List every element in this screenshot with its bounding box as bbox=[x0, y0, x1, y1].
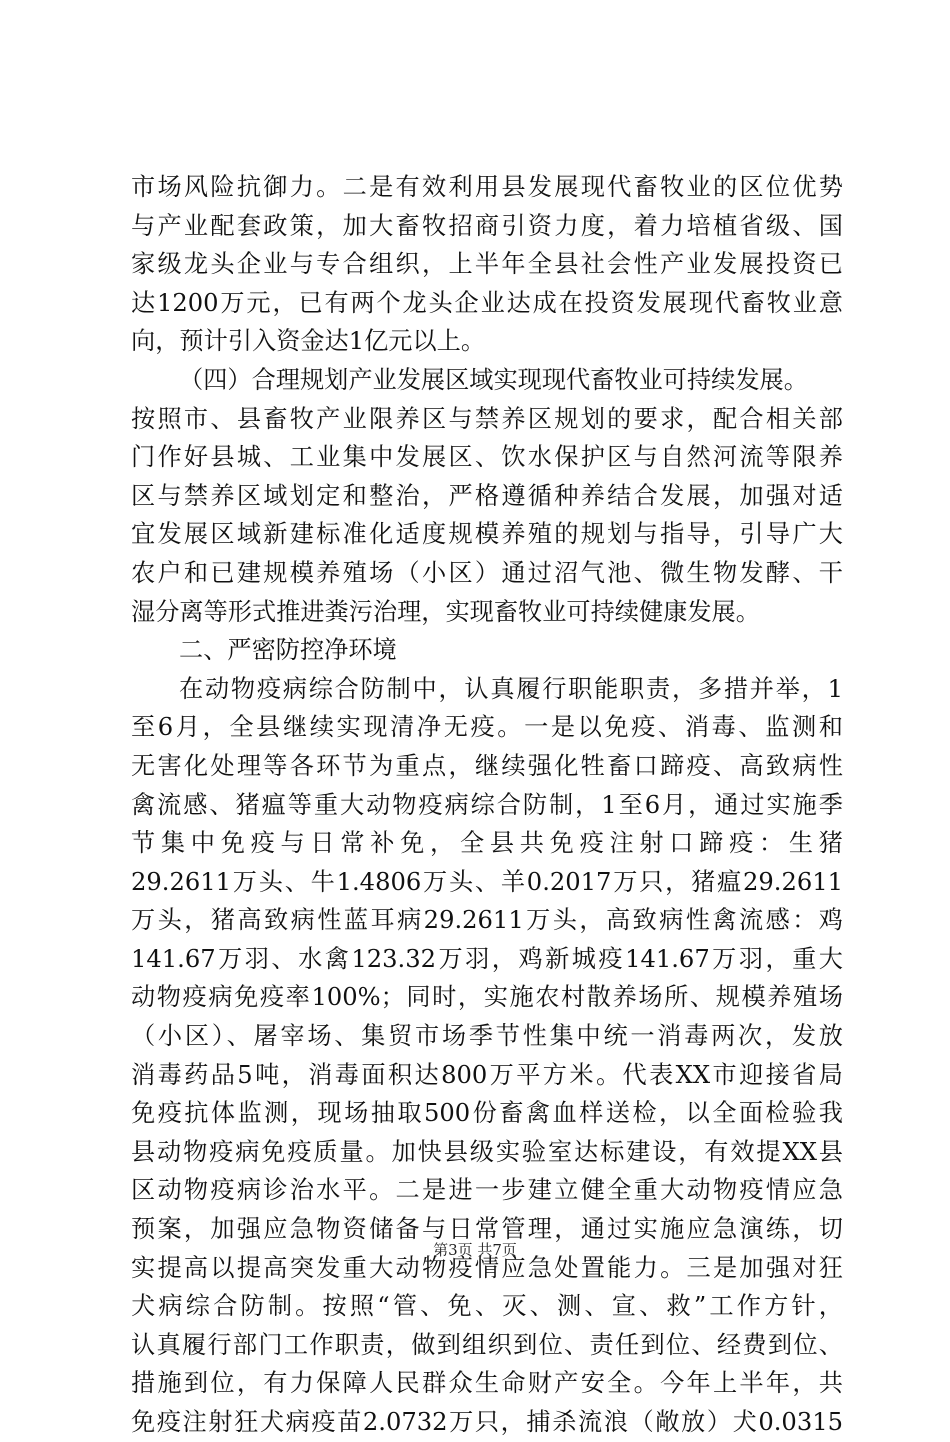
text-line: 市场风险抗御力。二是有效利用县发展现代畜牧业的区位优势 bbox=[131, 173, 843, 201]
text-line: 消毒药品5吨，消毒面积达800万平方米。代表XX市迎接省局 bbox=[131, 1060, 843, 1089]
page-footer: 第3页 共7页 bbox=[433, 1241, 517, 1259]
text-line: 区动物疫病诊治水平。二是进一步建立健全重大动物疫情应急 bbox=[131, 1176, 843, 1205]
text-line: 与产业配套政策，加大畜牧招商引资力度，着力培植省级、国 bbox=[131, 211, 843, 240]
text-line: 预案，加强应急物资储备与日常管理，通过实施应急演练，切 bbox=[131, 1215, 843, 1244]
text-line: 按照市、县畜牧产业限养区与禁养区规划的要求，配合相关部 bbox=[131, 404, 843, 433]
text-line: 农户和已建规模养殖场（小区）通过沼气池、微生物发酵、干 bbox=[131, 558, 843, 587]
text-line: 动物疫病免疫率100%；同时，实施农村散养场所、规模养殖场 bbox=[131, 983, 843, 1012]
text-line: 免疫注射狂犬病疫苗2.0732万只，捕杀流浪（敞放）犬0.0315 bbox=[131, 1408, 843, 1436]
text-line: 措施到位，有力保障人民群众生命财产安全。今年上半年，共 bbox=[131, 1369, 843, 1398]
text-line: 141.67万羽、水禽123.32万羽，鸡新城疫141.67万羽，重大 bbox=[131, 944, 843, 973]
text-line: 节集中免疫与日常补免，全县共免疫注射口蹄疫：生猪 bbox=[131, 829, 843, 858]
text-line: 无害化处理等各环节为重点，继续强化牲畜口蹄疫、高致病性 bbox=[131, 751, 843, 780]
text-line: 二、严密防控净环境 bbox=[179, 636, 397, 665]
text-line: 县动物疫病免疫质量。加快县级实验室达标建设，有效提XX县 bbox=[131, 1137, 843, 1166]
text-line: 至6月，全县继续实现清净无疫。一是以免疫、消毒、监测和 bbox=[131, 713, 843, 742]
text-line: 实提高以提高突发重大动物疫情应急处置能力。三是加强对狂 bbox=[131, 1253, 843, 1282]
text-line: （四）合理规划产业发展区域实现现代畜牧业可持续发展。 bbox=[179, 365, 808, 394]
text-line: 免疫抗体监测，现场抽取500份畜禽血样送检，以全面检验我 bbox=[131, 1099, 843, 1128]
text-line: 家级龙头企业与专合组织，上半年全县社会性产业发展投资已 bbox=[131, 250, 843, 279]
text-line: 门作好县城、工业集中发展区、饮水保护区与自然河流等限养 bbox=[131, 443, 843, 472]
text-line: （小区）、屠宰场、集贸市场季节性集中统一消毒两次，发放 bbox=[131, 1022, 843, 1051]
text-line: 区与禁养区域划定和整治，严格遵循种养结合发展，加强对适 bbox=[131, 481, 843, 510]
text-line: 禽流感、猪瘟等重大动物疫病综合防制，1至6月，通过实施季 bbox=[131, 790, 843, 819]
text-line: 达1200万元，已有两个龙头企业达成在投资发展现代畜牧业意 bbox=[131, 288, 843, 317]
text-line: 犬病综合防制。按照“管、免、灭、测、宣、救”工作方针， bbox=[131, 1292, 843, 1321]
text-line: 万头，猪高致病性蓝耳病29.2611万头，高致病性禽流感：鸡 bbox=[131, 906, 843, 935]
text-line: 宜发展区域新建标准化适度规模养殖的规划与指导，引导广大 bbox=[131, 520, 843, 549]
text-line: 在动物疫病综合防制中，认真履行职能职责，多措并举，1 bbox=[179, 674, 843, 703]
text-line: 向，预计引入资金达1亿元以上。 bbox=[131, 327, 486, 356]
text-line: 湿分离等形式推进粪污治理，实现畜牧业可持续健康发展。 bbox=[131, 597, 760, 626]
text-line: 29.2611万头、牛1.4806万头、羊0.2017万只，猪瘟29.2611 bbox=[131, 867, 843, 896]
text-line: 认真履行部门工作职责，做到组织到位、责任到位、经费到位、 bbox=[131, 1330, 843, 1359]
